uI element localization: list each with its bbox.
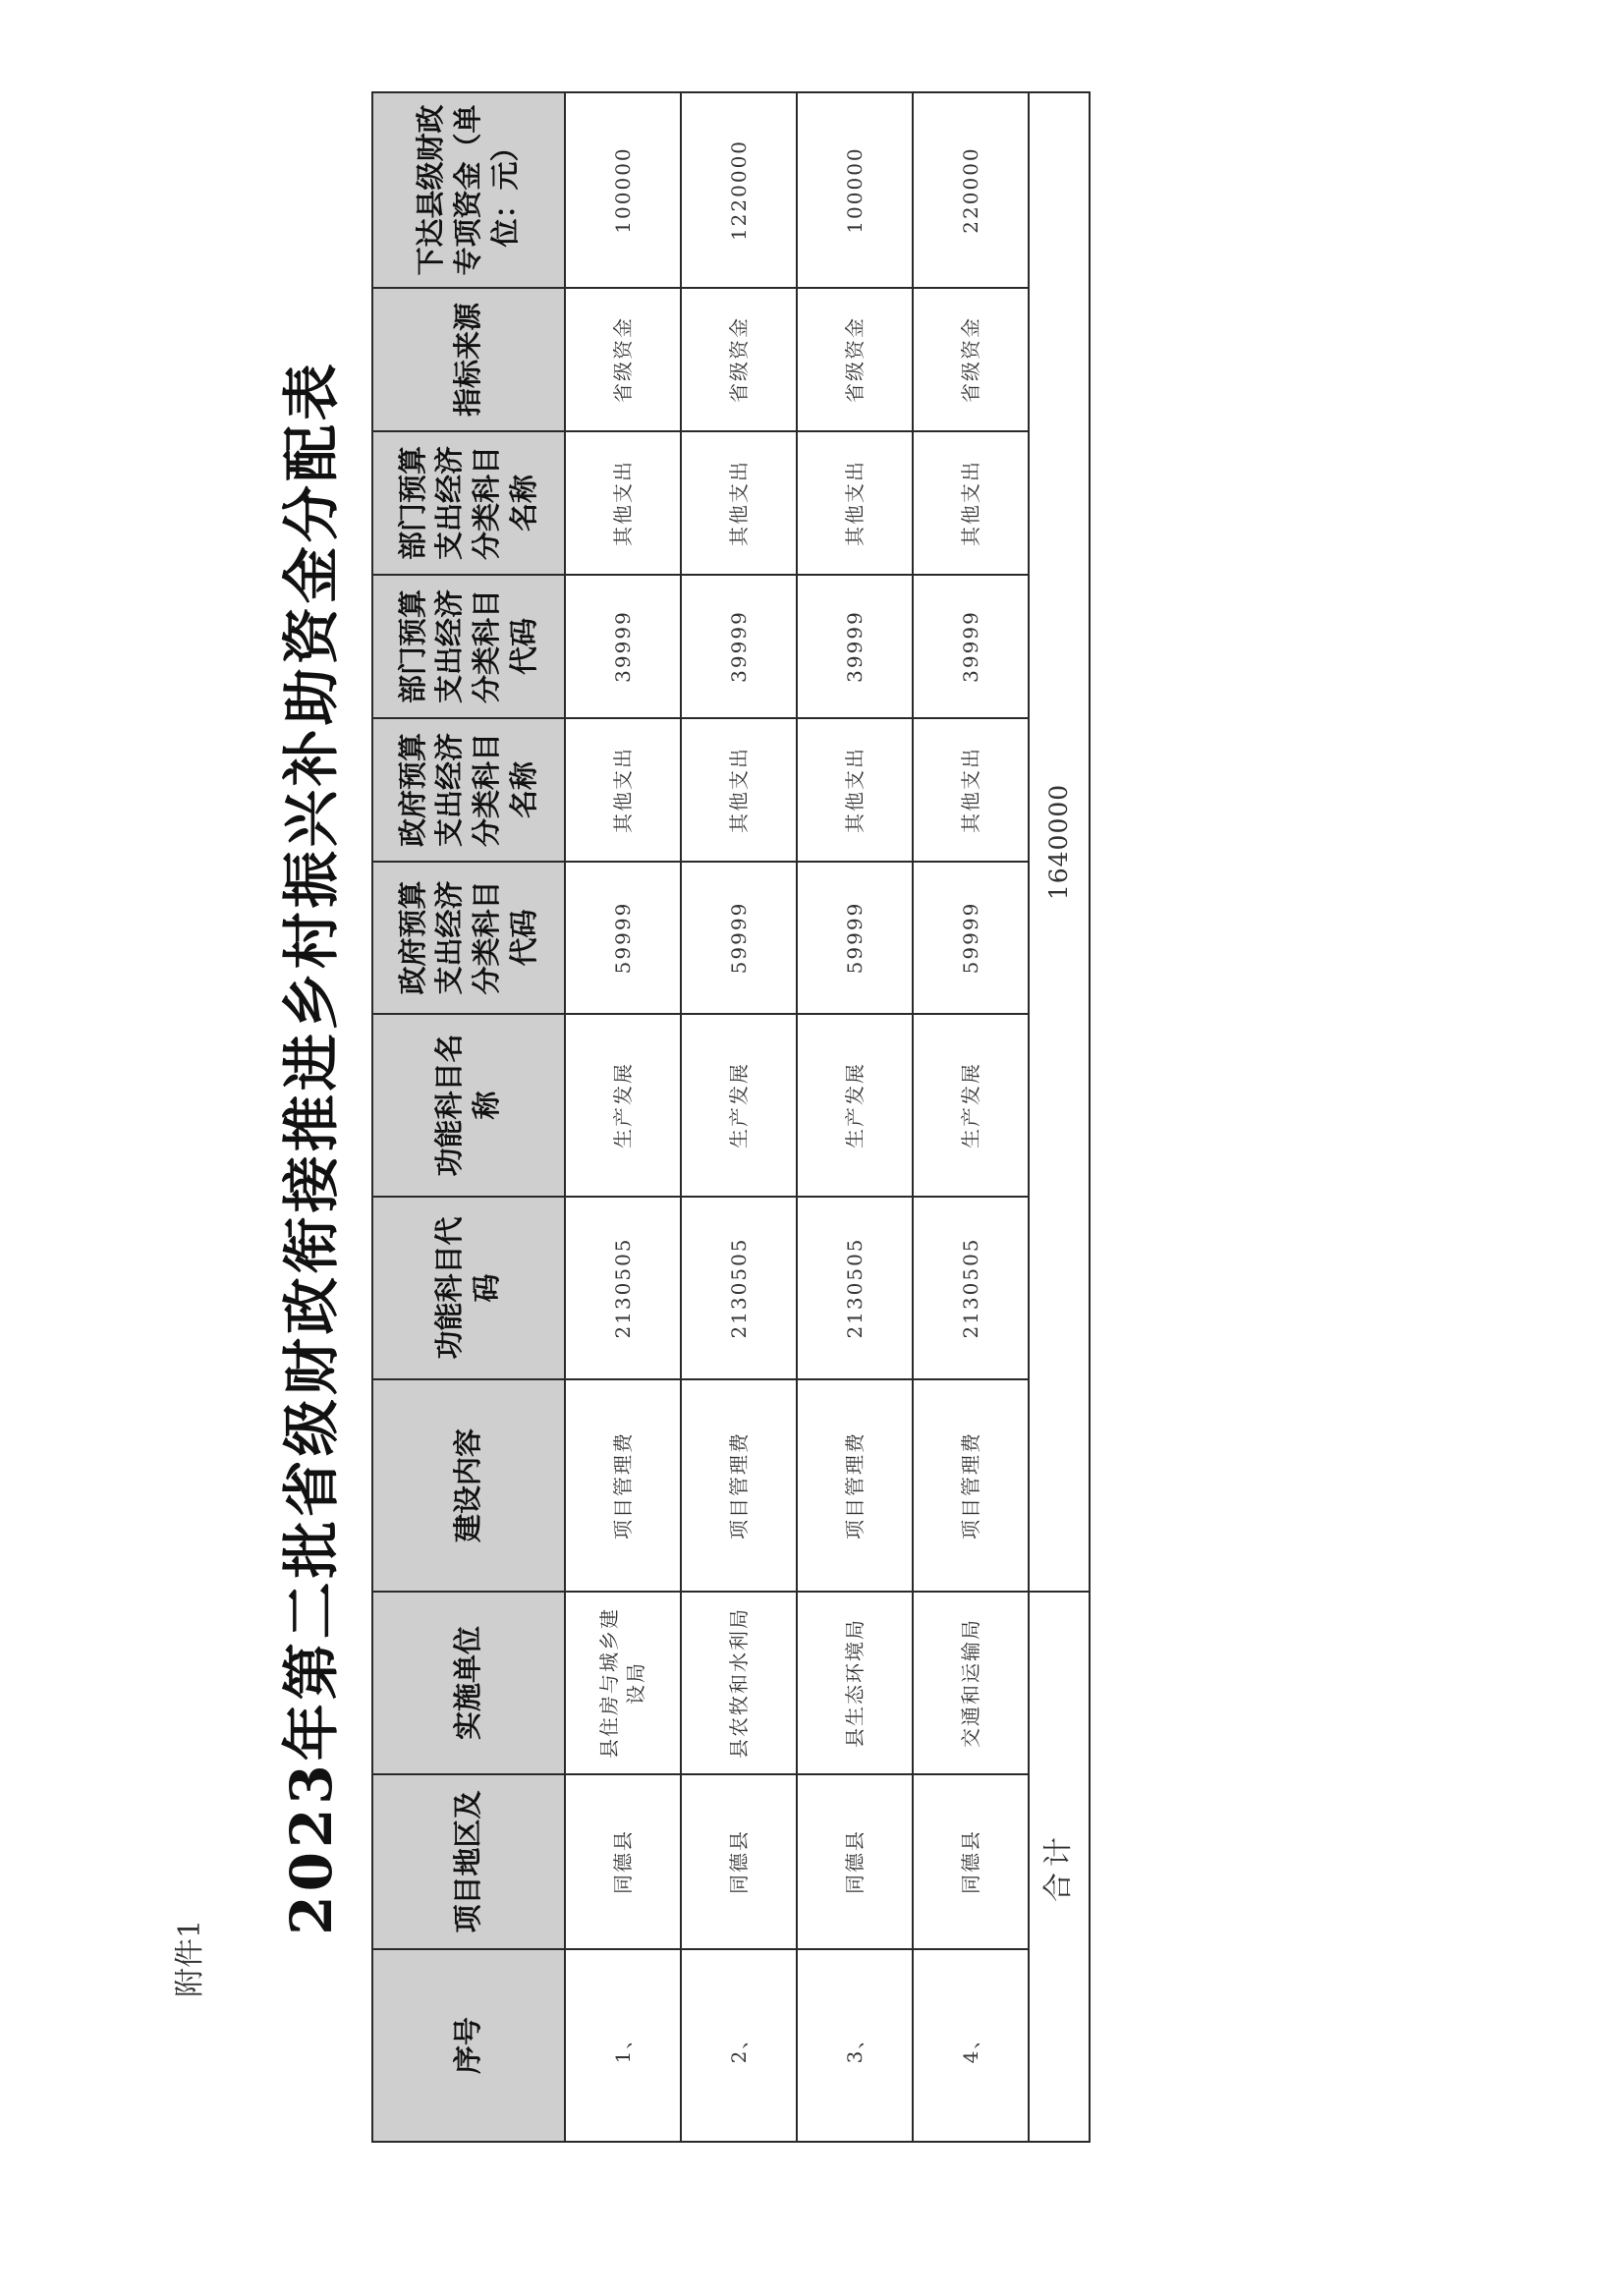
table-row — [797, 92, 913, 2142]
header-amount: 下达县级财政专项资金（单位：元） — [372, 92, 565, 288]
attachment-label: 附件1 — [173, 1919, 207, 1997]
total-label: 合计 — [1029, 1592, 1090, 2142]
cell-amount: 1220000 — [681, 92, 797, 288]
cell-gov-name: 其他支出 — [913, 718, 1029, 862]
cell-source: 省级资金 — [565, 288, 681, 431]
cell-gov-code: 59999 — [913, 862, 1029, 1014]
cell-amount: 100000 — [797, 92, 913, 288]
header-source: 指标来源 — [372, 288, 565, 431]
cell-amount: 220000 — [913, 92, 1029, 288]
cell-region: 同德县 — [913, 1774, 1029, 1949]
cell-gov-name: 其他支出 — [797, 718, 913, 862]
cell-region: 同德县 — [681, 1774, 797, 1949]
cell-dept-code: 39999 — [681, 575, 797, 718]
table-row — [565, 92, 681, 2142]
cell-gov-code: 59999 — [565, 862, 681, 1014]
table-row — [913, 92, 1029, 2142]
header-dept-code: 部门预算支出经济分类科目代码 — [372, 575, 565, 718]
cell-source: 省级资金 — [681, 288, 797, 431]
allocation-table — [371, 91, 1091, 2143]
cell-dept-name: 其他支出 — [565, 431, 681, 575]
cell-gov-name: 其他支出 — [565, 718, 681, 862]
cell-dept-name: 其他支出 — [913, 431, 1029, 575]
cell-dept-name: 其他支出 — [681, 431, 797, 575]
cell-gov-code: 59999 — [797, 862, 913, 1014]
header-row — [372, 92, 565, 2142]
cell-func-code: 2130505 — [913, 1197, 1029, 1379]
total-row — [1029, 92, 1090, 2142]
header-unit: 实施单位 — [372, 1592, 565, 1774]
document-title: 2023年第二批省级财政衔接推进乡村振兴补助资金分配表 — [278, 360, 345, 1935]
cell-unit: 县住房与城乡建设局 — [565, 1592, 681, 1774]
cell-func-name: 生产发展 — [565, 1014, 681, 1197]
cell-region: 同德县 — [565, 1774, 681, 1949]
cell-gov-code: 59999 — [681, 862, 797, 1014]
cell-index: 3、 — [797, 1949, 913, 2142]
header-gov-code: 政府预算支出经济分类科目代码 — [372, 862, 565, 1014]
cell-func-code: 2130505 — [681, 1197, 797, 1379]
header-index: 序号 — [372, 1949, 565, 2142]
cell-amount: 100000 — [565, 92, 681, 288]
cell-unit: 县生态环境局 — [797, 1592, 913, 1774]
cell-index: 1、 — [565, 1949, 681, 2142]
cell-dept-code: 39999 — [565, 575, 681, 718]
cell-region: 同德县 — [797, 1774, 913, 1949]
cell-content: 项目管理费 — [913, 1379, 1029, 1592]
cell-func-name: 生产发展 — [681, 1014, 797, 1197]
cell-gov-name: 其他支出 — [681, 718, 797, 862]
header-dept-name: 部门预算支出经济分类科目名称 — [372, 431, 565, 575]
cell-dept-code: 39999 — [913, 575, 1029, 718]
cell-unit: 县农牧和水利局 — [681, 1592, 797, 1774]
cell-func-name: 生产发展 — [797, 1014, 913, 1197]
total-value: 1640000 — [1029, 92, 1090, 1592]
cell-content: 项目管理费 — [681, 1379, 797, 1592]
cell-index: 4、 — [913, 1949, 1029, 2142]
header-func-name: 功能科目名称 — [372, 1014, 565, 1197]
cell-source: 省级资金 — [913, 288, 1029, 431]
cell-func-code: 2130505 — [797, 1197, 913, 1379]
cell-source: 省级资金 — [797, 288, 913, 431]
cell-index: 2、 — [681, 1949, 797, 2142]
header-region: 项目地区及 — [372, 1774, 565, 1949]
cell-func-code: 2130505 — [565, 1197, 681, 1379]
cell-dept-name: 其他支出 — [797, 431, 913, 575]
table-row — [681, 92, 797, 2142]
header-gov-name: 政府预算支出经济分类科目名称 — [372, 718, 565, 862]
cell-unit: 交通和运输局 — [913, 1592, 1029, 1774]
cell-dept-code: 39999 — [797, 575, 913, 718]
cell-content: 项目管理费 — [565, 1379, 681, 1592]
cell-content: 项目管理费 — [797, 1379, 913, 1592]
header-content: 建设内容 — [372, 1379, 565, 1592]
header-func-code: 功能科目代码 — [372, 1197, 565, 1379]
cell-func-name: 生产发展 — [913, 1014, 1029, 1197]
